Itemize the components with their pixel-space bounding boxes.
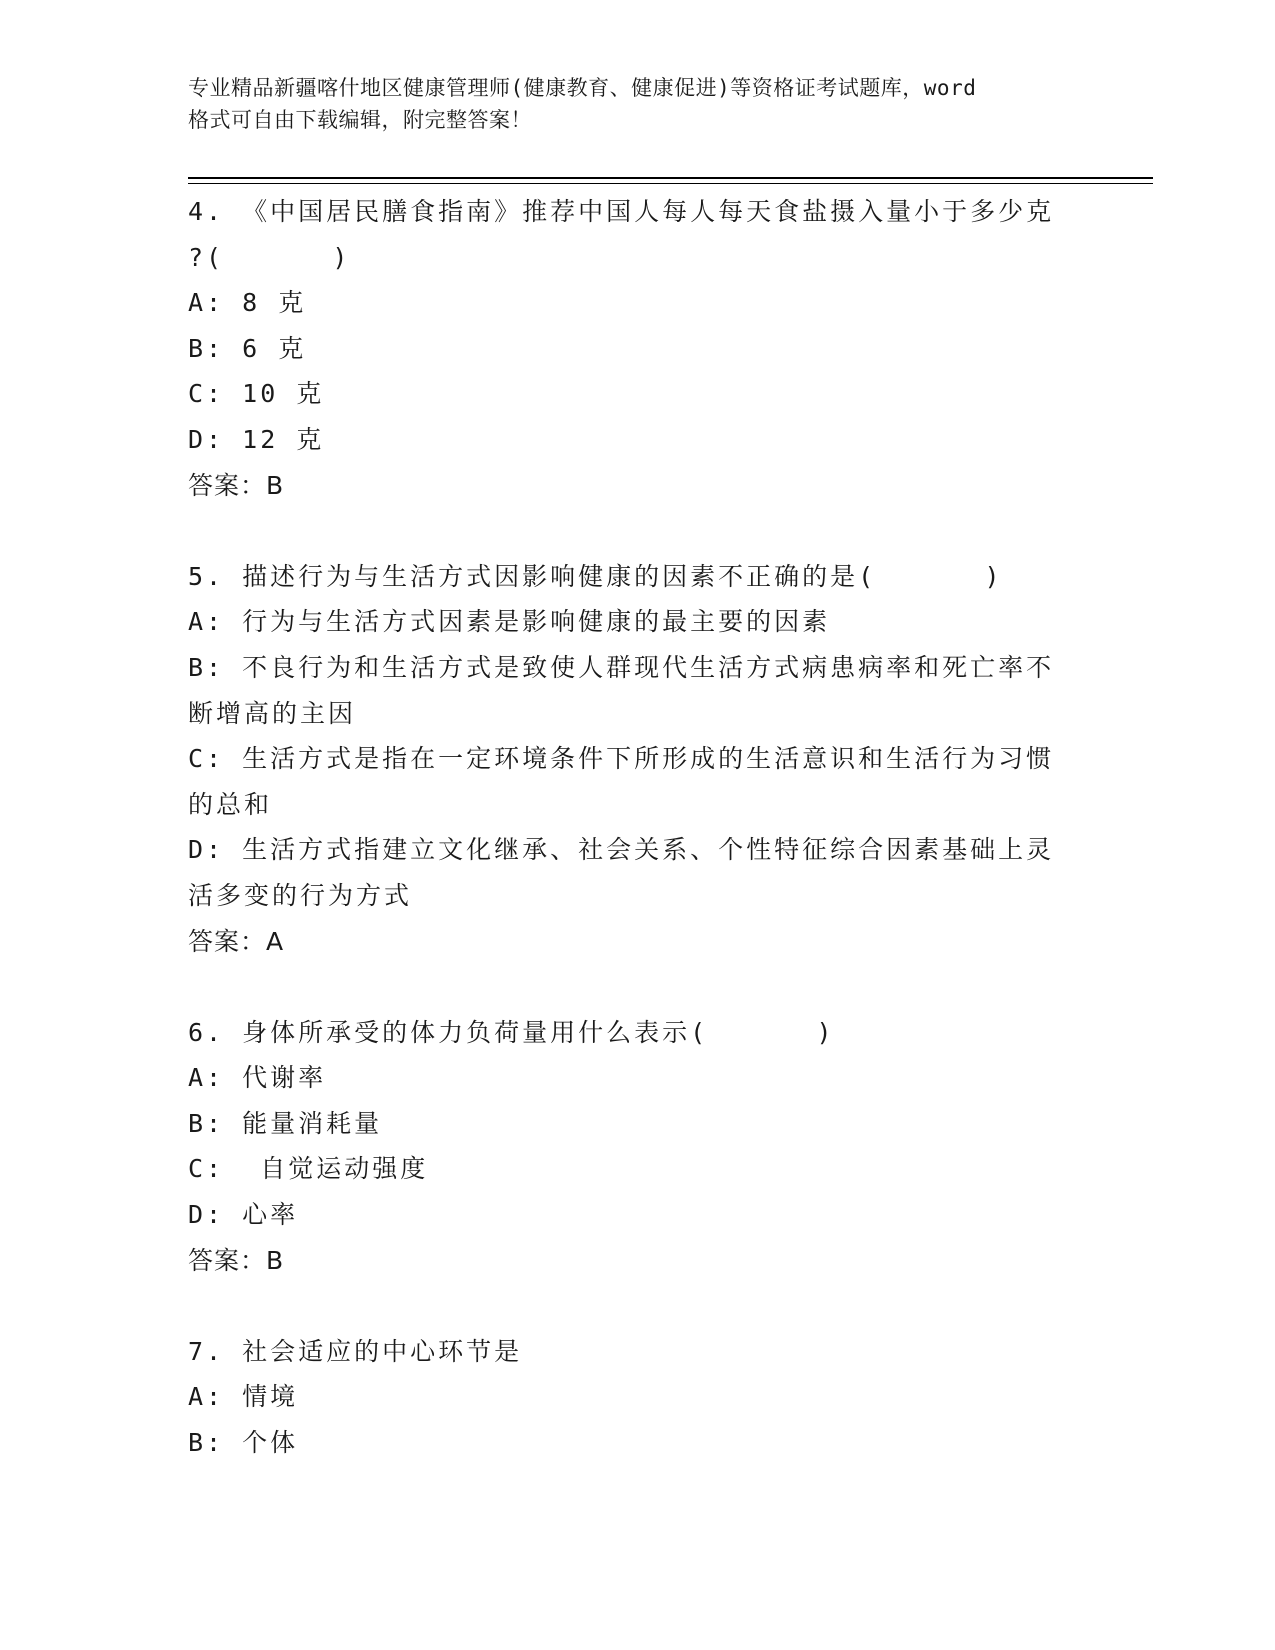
option-a: A: 行为与生活方式因素是影响健康的最主要的因素 — [188, 607, 831, 637]
question-stem: 6. 身体所承受的体力负荷量用什么表示( ) — [188, 1017, 835, 1047]
header-divider-thick — [188, 177, 1153, 179]
question-5 — [188, 554, 1088, 964]
question-stem: 4. 《中国居民膳食指南》推荐中国人每人每天食盐摄入量小于多少克 — [188, 197, 1055, 226]
question-stem: 7. 社会适应的中心环节是 — [188, 1336, 523, 1366]
option-b-continued: 断增高的主因 — [188, 698, 357, 728]
header-line-2: 格式可自由下载编辑，附完整答案！ — [188, 108, 532, 132]
answer-label: 答案：A — [188, 926, 285, 956]
option-a: A: 情境 — [188, 1382, 299, 1412]
question-4 — [188, 189, 1088, 508]
spacer — [188, 964, 1088, 1010]
question-7 — [188, 1329, 1088, 1466]
option-a: A: 8 克 — [188, 288, 307, 318]
option-b: B: 能量消耗量 — [188, 1108, 383, 1138]
spacer — [188, 1283, 1088, 1329]
document-header — [188, 72, 1088, 136]
question-list — [188, 189, 1088, 1466]
option-c-continued: 的总和 — [188, 789, 273, 819]
option-b: B: 不良行为和生活方式是致使人群现代生活方式病患病率和死亡率不 — [188, 652, 1055, 682]
header-divider-thin — [188, 183, 1153, 184]
answer-label: 答案：B — [188, 470, 285, 500]
answer-label: 答案：B — [188, 1245, 285, 1275]
spacer — [188, 508, 1088, 554]
question-stem: 5. 描述行为与生活方式因影响健康的因素不正确的是( ) — [188, 561, 1003, 591]
option-d: D: 生活方式指建立文化继承、社会关系、个性特征综合因素基础上灵 — [188, 835, 1055, 865]
option-c: C: 生活方式是指在一定环境条件下所形成的生活意识和生活行为习惯 — [188, 744, 1055, 774]
option-c: C: 10 克 — [188, 379, 325, 409]
option-c: C: 自觉运动强度 — [188, 1154, 429, 1184]
option-a: A: 代谢率 — [188, 1063, 327, 1093]
option-d-continued: 活多变的行为方式 — [188, 880, 413, 910]
option-b: B: 个体 — [188, 1428, 299, 1458]
header-line-1: 专业精品新疆喀什地区健康管理师(健康教育、健康促进)等资格证考试题库，word — [188, 76, 977, 100]
question-6 — [188, 1010, 1088, 1284]
question-stem-continued: ?( ) — [188, 242, 351, 272]
option-d: D: 心率 — [188, 1200, 299, 1230]
option-d: D: 12 克 — [188, 424, 325, 454]
option-b: B: 6 克 — [188, 333, 307, 363]
